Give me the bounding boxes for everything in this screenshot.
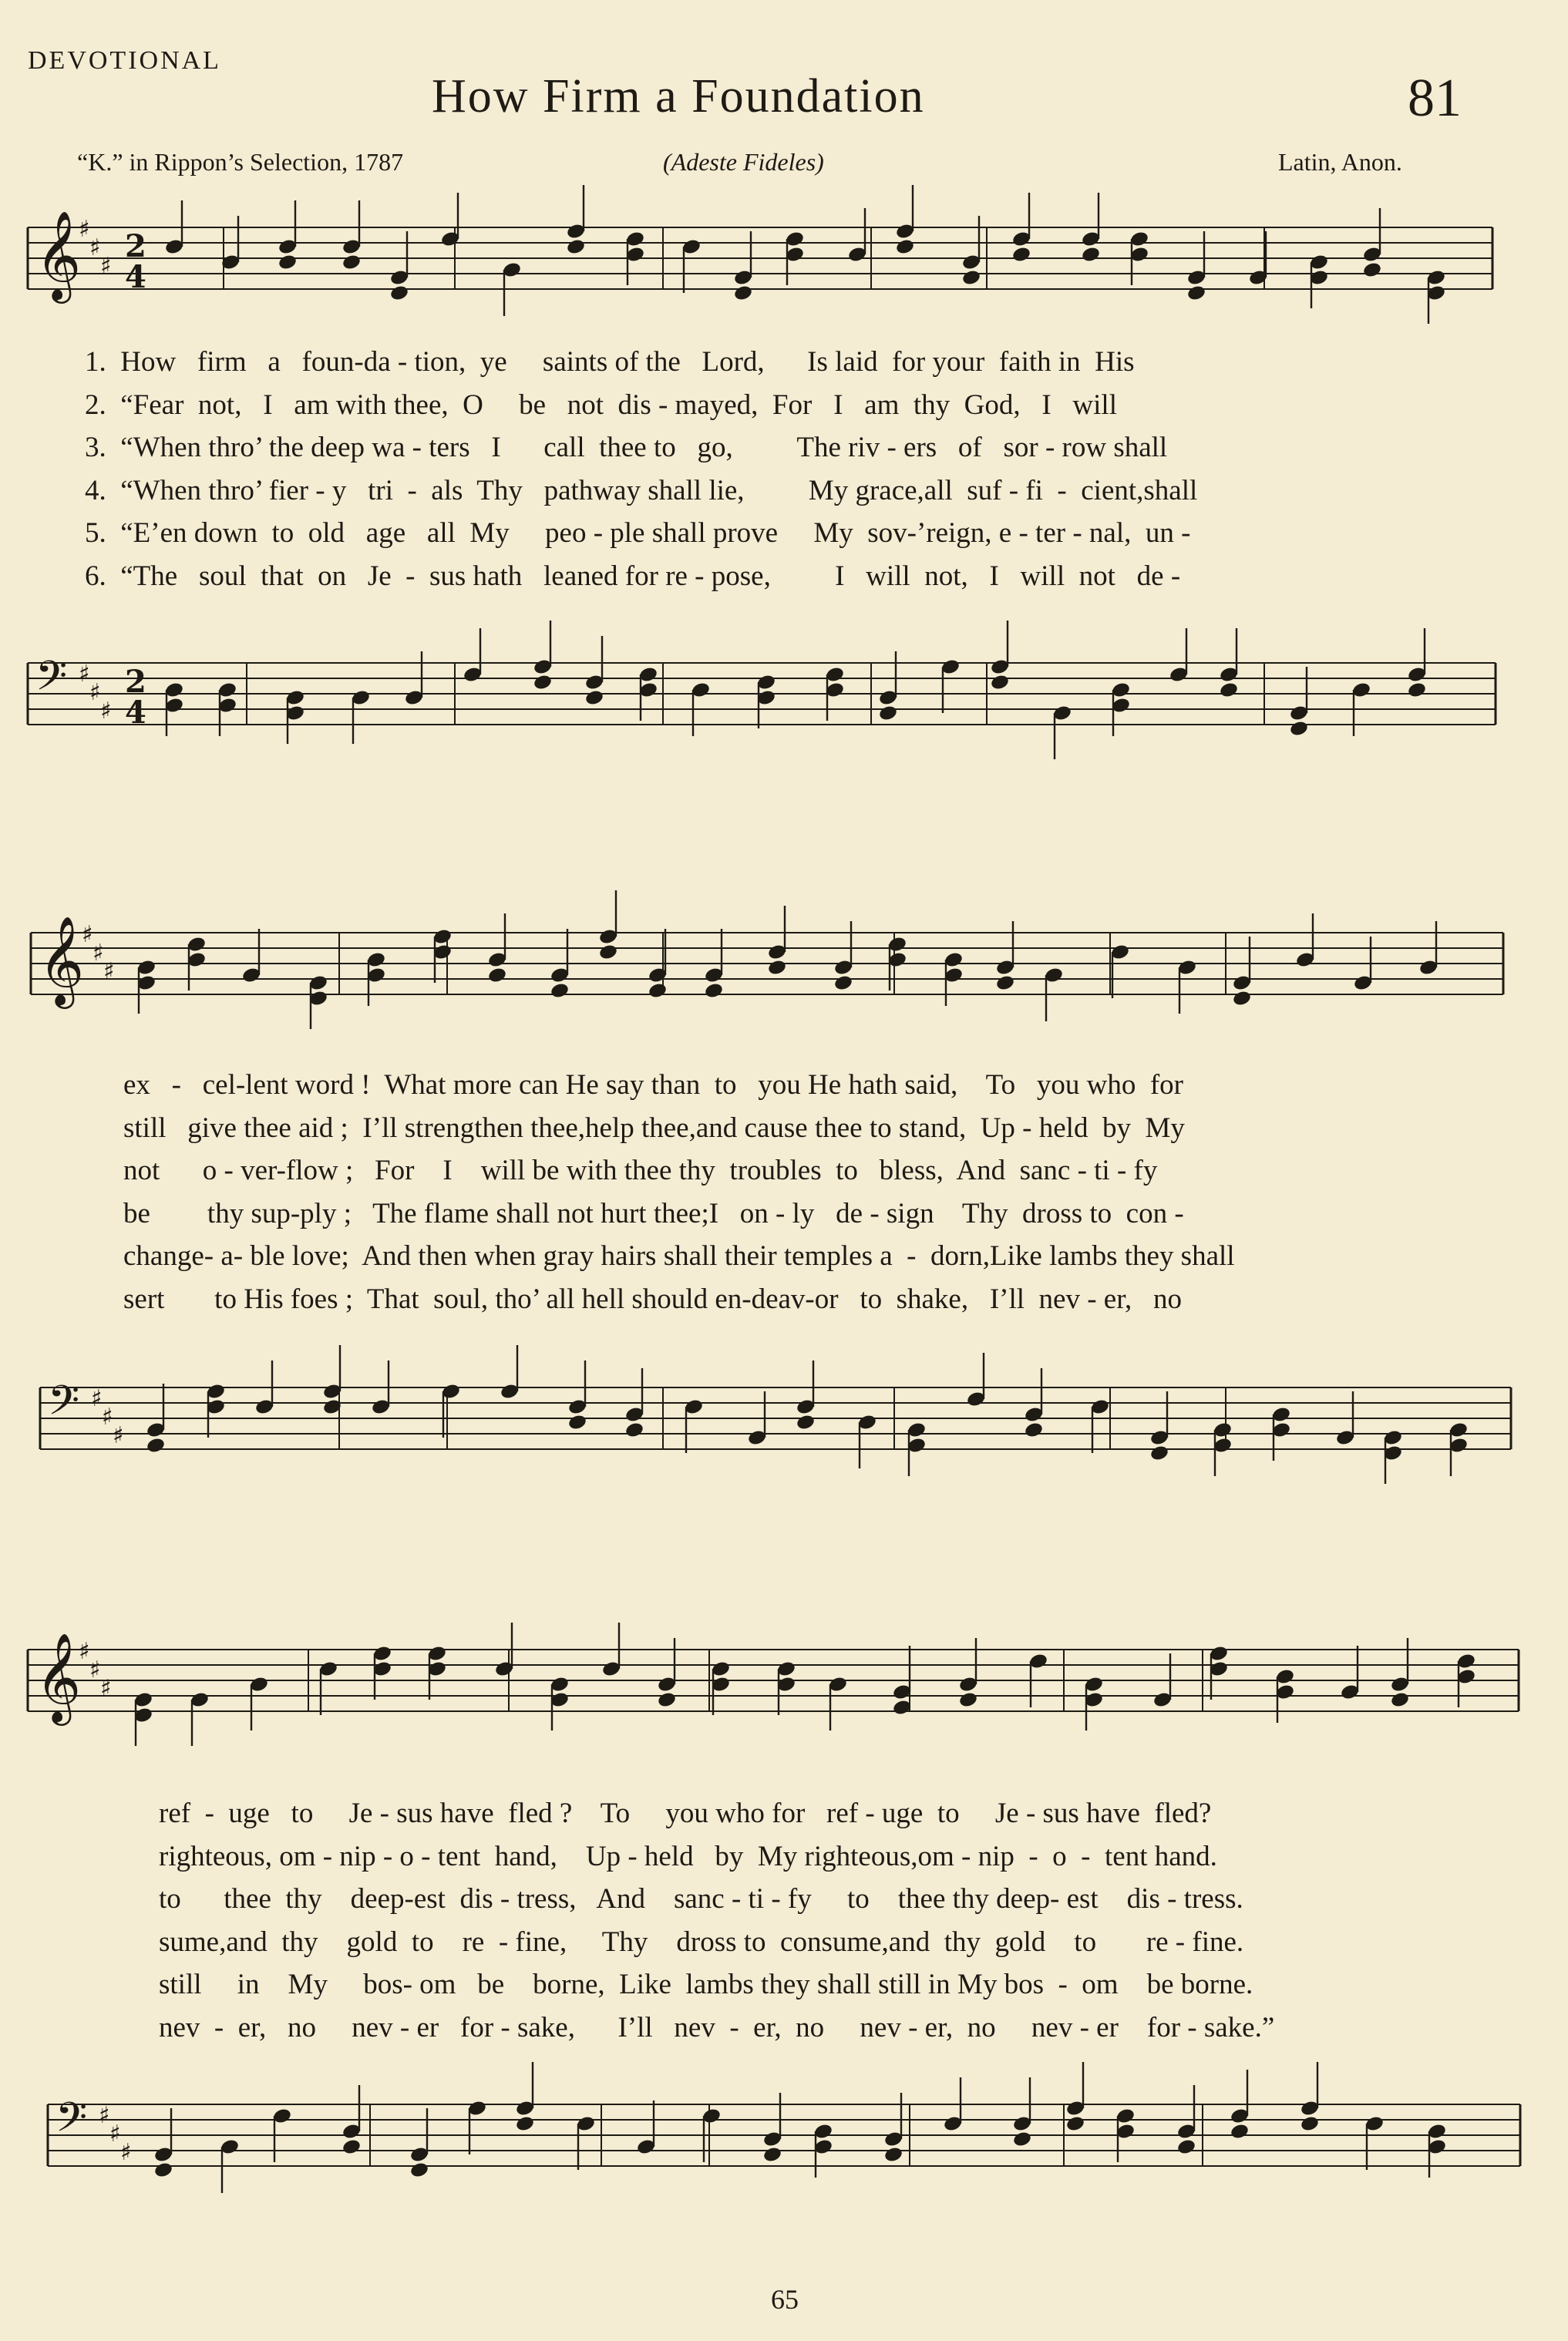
bass-staff-2 bbox=[0, 1357, 1568, 1480]
lyric-line: 2. “Fear not, I am with thee, O be not dis - mayed, For I am thy God, I will bbox=[85, 388, 1117, 421]
time-signature-icon: 4 bbox=[125, 259, 146, 295]
lyric-line: ref - uge to Je - sus have fled ? To you who for ref - uge to Je - sus have fled? bbox=[159, 1798, 1212, 1829]
hymn-title: How Firm a Foundation bbox=[432, 70, 925, 123]
words-attribution: “K.” in Rippon’s Selection, 1787 bbox=[77, 148, 404, 176]
lyric-line: righteous, om - nip - o - tent hand, Up - held by My righteous,om - nip - o - tent hand. bbox=[159, 1840, 1217, 1872]
lyric-line: 3. “When thro’ the deep wa - ters I call thee to go, The riv - ers of sor - row shall bbox=[85, 432, 1168, 464]
sharp-sign-icon: ♯ bbox=[82, 921, 93, 948]
treble-staff-2 bbox=[0, 917, 1568, 1025]
lyric-line: change- a- ble love; And then when gray hairs shall their temples a - dorn,Like lambs they shall bbox=[123, 1240, 1235, 1273]
lyric-line: be thy sup-ply ; The flame shall not hurt thee;I on - ly de - sign Thy dross to con - bbox=[123, 1197, 1184, 1229]
sharp-sign-icon: ♯ bbox=[89, 1657, 101, 1683]
treble-staff-3 bbox=[0, 1634, 1568, 1742]
sharp-sign-icon: ♯ bbox=[102, 1404, 113, 1431]
sharp-sign-icon: ♯ bbox=[100, 698, 112, 725]
treble-clef-icon: 𝄞 bbox=[35, 1632, 82, 1722]
music-attribution: Latin, Anon. bbox=[1278, 148, 1402, 176]
treble-clef-icon: 𝄞 bbox=[39, 915, 85, 1005]
lyric-line: nev - er, no nev - er for - sake, I’ll nev - er, no nev - er, no nev - er for - sake.” bbox=[159, 2011, 1275, 2043]
sharp-sign-icon: ♯ bbox=[103, 958, 115, 985]
lyric-line: 1. How firm a foun-da - tion, ye saints of the Lord, Is laid for your faith in His bbox=[85, 346, 1135, 378]
lyric-line: 5. “E’en down to old age all My peo - ple shall prove My sov-’reign, e - ter - nal, un - bbox=[85, 517, 1191, 550]
bass-staff-3 bbox=[0, 2074, 1568, 2197]
treble-clef-icon: 𝄞 bbox=[35, 210, 82, 300]
lyric-line: to thee thy deep-est dis - tress, And sanc - ti - fy to thee thy deep- est dis - tress. bbox=[159, 1883, 1243, 1916]
section-label: DEVOTIONAL bbox=[28, 46, 221, 75]
bass-clef-icon: 𝄢 bbox=[48, 1377, 80, 1435]
sharp-sign-icon: ♯ bbox=[91, 1385, 103, 1412]
bass-staff-1 bbox=[0, 640, 1568, 748]
sharp-sign-icon: ♯ bbox=[120, 2139, 132, 2166]
lyric-line: ex - cel-lent word ! What more can He say than to you He hath said, To you who for bbox=[123, 1069, 1183, 1101]
time-signature-icon: 2 bbox=[125, 228, 146, 264]
sharp-sign-icon: ♯ bbox=[89, 234, 101, 261]
lyrics-block-1 bbox=[85, 341, 1519, 598]
sharp-sign-icon: ♯ bbox=[79, 216, 90, 243]
lyrics-block-2 bbox=[123, 1064, 1557, 1321]
sharp-sign-icon: ♯ bbox=[99, 2102, 110, 2129]
sharp-sign-icon: ♯ bbox=[93, 940, 104, 967]
sharp-sign-icon: ♯ bbox=[79, 661, 90, 688]
lyric-line: still give thee aid ; I’ll strengthen thee,help thee,and cause thee to stand, Up - held by My bbox=[123, 1112, 1185, 1144]
lyrics-block-3 bbox=[159, 1792, 1568, 2050]
sharp-sign-icon: ♯ bbox=[89, 679, 101, 706]
lyric-line: sume,and thy gold to re - fine, Thy dross to consume,and thy gold to re - fine. bbox=[159, 1926, 1244, 1958]
lyric-line: sert to His foes ; That soul, tho’ all hell should en-deav-or to shake, I’ll nev - er, no bbox=[123, 1283, 1183, 1315]
time-signature-icon: 4 bbox=[125, 695, 146, 731]
lyric-line: still in My bos- om be borne, Like lambs they shall still in My bos - om be borne. bbox=[159, 1969, 1253, 2001]
lyric-line: 4. “When thro’ fier - y tri - als Thy pathway shall lie, My grace,all suf - fi - cient,shall bbox=[85, 474, 1198, 506]
bass-clef-icon: 𝄢 bbox=[56, 2094, 88, 2151]
lyric-line: 6. “The soul that on Je - sus hath leaned for re - pose, I will not, I will not de - bbox=[85, 560, 1181, 592]
sharp-sign-icon: ♯ bbox=[79, 1638, 90, 1665]
time-signature-icon: 2 bbox=[125, 664, 146, 700]
page-number: 65 bbox=[771, 2284, 799, 2315]
bass-clef-icon: 𝄢 bbox=[35, 653, 68, 710]
lyric-line: not o - ver-flow ; For I will be with thee thy troubles to bless, And sanc - ti - fy bbox=[123, 1155, 1158, 1187]
sharp-sign-icon: ♯ bbox=[100, 253, 112, 280]
treble-staff-1 bbox=[0, 212, 1568, 320]
tune-name: (Adeste Fideles) bbox=[663, 148, 824, 176]
sharp-sign-icon: ♯ bbox=[113, 1422, 124, 1449]
sharp-sign-icon: ♯ bbox=[100, 1675, 112, 1702]
hymn-number: 81 bbox=[1408, 69, 1462, 128]
sharp-sign-icon: ♯ bbox=[109, 2121, 121, 2148]
